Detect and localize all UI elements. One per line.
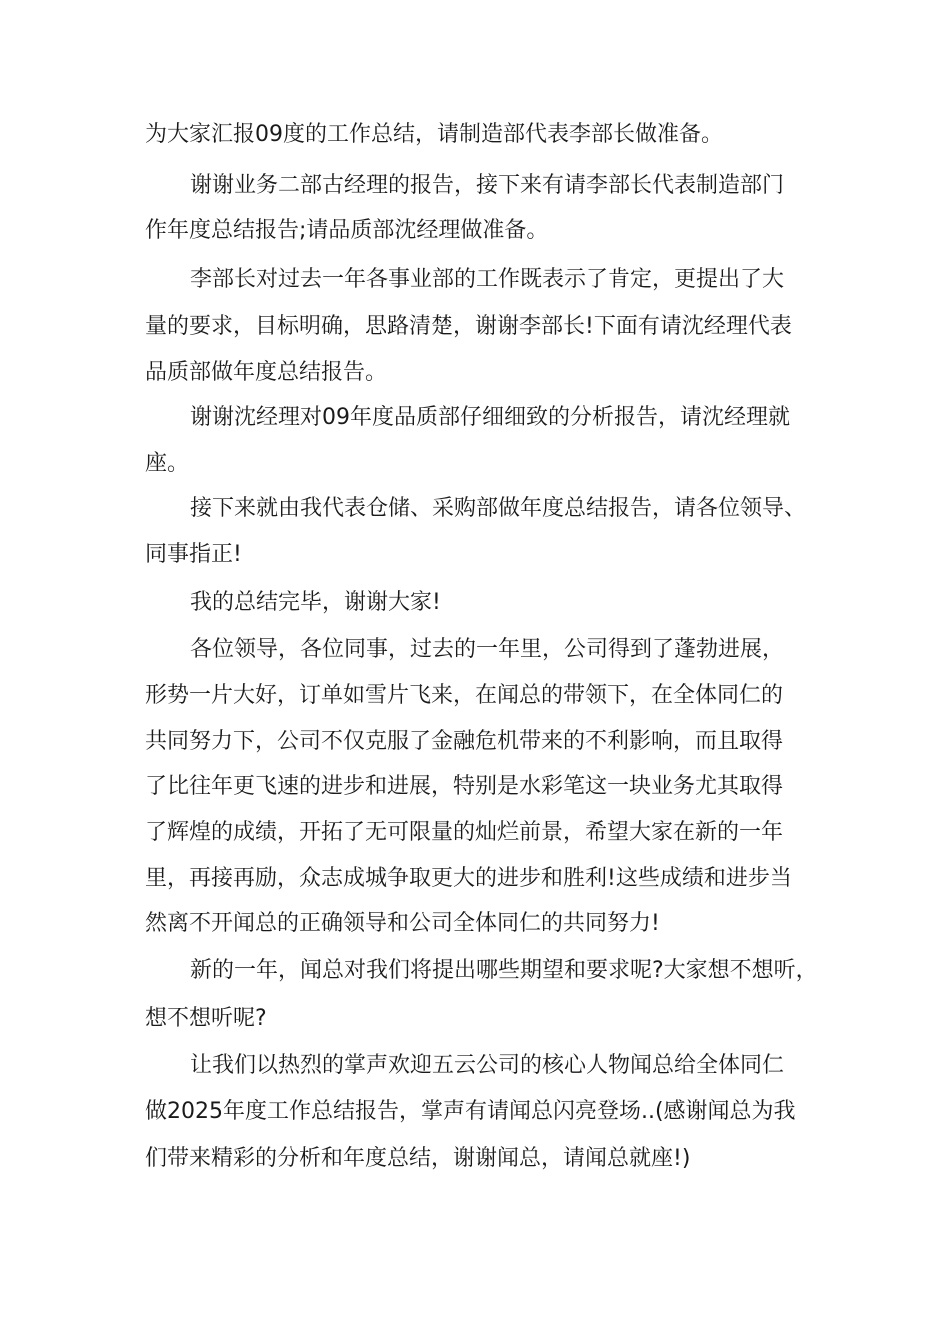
paragraph-line: 们带来精彩的分析和年度总结，谢谢闻总，请闻总就座!)	[145, 1146, 691, 1171]
paragraph-line: 同事指正!	[145, 542, 242, 567]
paragraph-line: 做2025年度工作总结报告，掌声有请闻总闪亮登场..(感谢闻总为我	[145, 1099, 796, 1124]
paragraph-line: 李部长对过去一年各事业部的工作既表示了肯定，更提出了大	[190, 267, 785, 292]
paragraph-line: 作年度总结报告;请品质部沈经理做准备。	[145, 218, 549, 243]
paragraph-line: 品质部做年度总结报告。	[145, 360, 388, 385]
paragraph-line: 里，再接再励，众志成城争取更大的进步和胜利!这些成绩和进步当	[145, 866, 792, 891]
paragraph-line: 座。	[145, 451, 190, 476]
paragraph-line: 形势一片大好，订单如雪片飞来，在闻总的带领下，在全体同仁的	[145, 683, 784, 708]
paragraph-line: 让我们以热烈的掌声欢迎五云公司的核心人物闻总给全体同仁	[190, 1053, 785, 1078]
paragraph-line: 我的总结完毕，谢谢大家!	[190, 590, 441, 615]
paragraph-line: 新的一年，闻总对我们将提出哪些期望和要求呢?大家想不想听，	[190, 958, 818, 983]
paragraph-line: 谢谢沈经理对09年度品质部仔细细致的分析报告，请沈经理就	[190, 405, 790, 430]
paragraph-line: 量的要求，目标明确，思路清楚，谢谢李部长!下面有请沈经理代表	[145, 314, 792, 339]
paragraph-line: 了比往年更飞速的进步和进展，特别是水彩笔这一块业务尤其取得	[145, 774, 784, 799]
paragraph-line: 想不想听呢?	[145, 1006, 267, 1031]
paragraph-line: 然离不开闻总的正确领导和公司全体同仁的共同努力!	[145, 911, 660, 936]
paragraph-line: 共同努力下，公司不仅克服了金融危机带来的不利影响，而且取得	[145, 729, 784, 754]
paragraph-line: 各位领导，各位同事，过去的一年里，公司得到了蓬勃进展，	[190, 637, 785, 662]
paragraph-line: 为大家汇报09度的工作总结，请制造部代表李部长做准备。	[145, 122, 723, 147]
paragraph-line: 了辉煌的成绩，开拓了无可限量的灿烂前景，希望大家在新的一年	[145, 820, 784, 845]
paragraph-line: 谢谢业务二部古经理的报告，接下来有请李部长代表制造部门	[190, 173, 785, 198]
paragraph-line: 接下来就由我代表仓储、采购部做年度总结报告，请各位领导、	[190, 496, 807, 521]
